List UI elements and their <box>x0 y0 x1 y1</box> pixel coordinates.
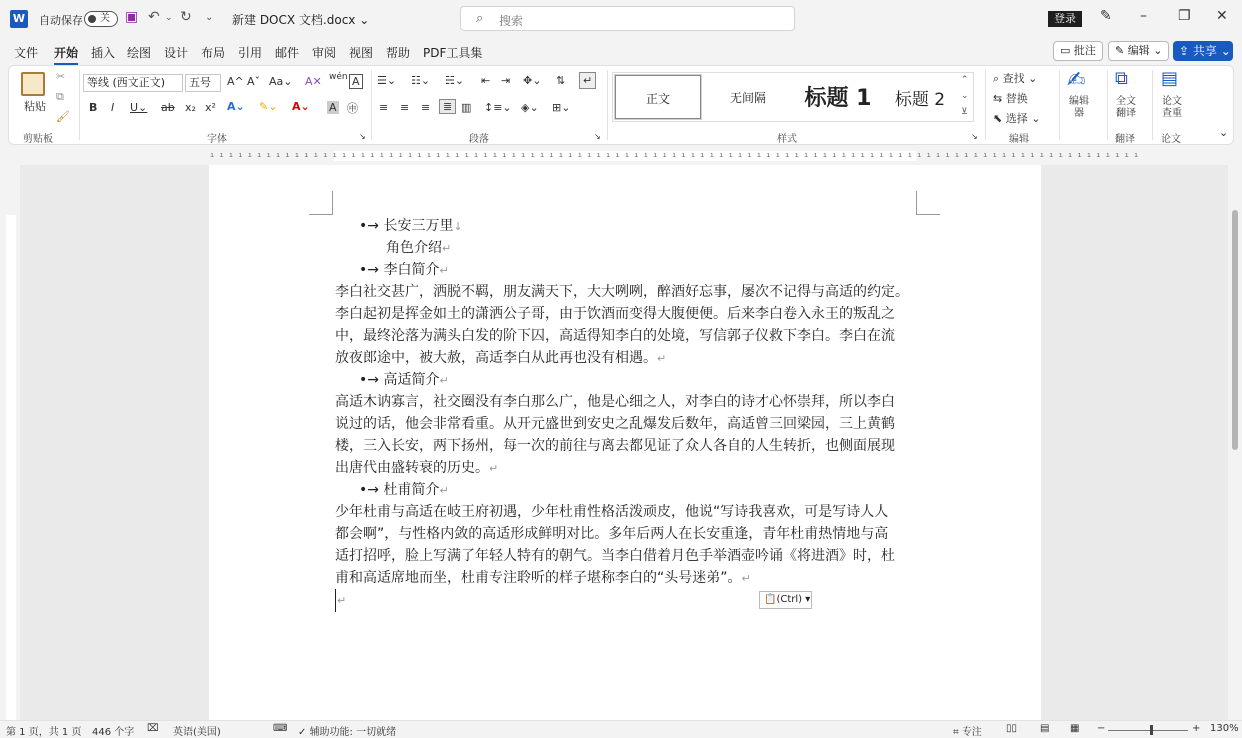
paragraph-line[interactable]: 都会啊”，与性格内敛的高适形成鲜明对比。多年后两人在长安重逢，青年杜甫热情地与高 <box>335 526 889 542</box>
proofing-icon[interactable]: ⌧ <box>147 723 159 734</box>
find-button[interactable]: ⌕ 查找 ⌄ <box>993 72 1038 85</box>
zoom-level[interactable]: 130% <box>1210 723 1239 734</box>
styles-scroll-down-icon[interactable]: ⌄ <box>961 91 969 101</box>
divider <box>1107 70 1108 140</box>
zoom-slider[interactable] <box>1108 730 1188 731</box>
document-canvas[interactable] <box>20 165 1228 720</box>
save-icon[interactable]: ▣ <box>125 9 139 25</box>
styles-gallery <box>612 72 974 122</box>
paste-options-button[interactable]: 📋(Ctrl) ▾ <box>759 591 812 609</box>
macro-icon[interactable]: ⌨ <box>273 723 288 734</box>
paragraph-line[interactable]: 少年杜甫与高适在岐王府初遇，少年杜甫性格活泼顽皮，他说“写诗我喜欢，可是写诗人人 <box>335 504 889 520</box>
menu-layout[interactable]: 布局 <box>201 46 226 60</box>
character-border-icon[interactable]: A <box>349 74 363 89</box>
translate-icon[interactable]: ⧉ <box>1115 68 1128 89</box>
divider <box>79 70 80 140</box>
multilevel-list-icon[interactable]: ☵⌄ <box>445 74 465 87</box>
font-color-icon[interactable]: A⌄ <box>292 100 310 113</box>
strikethrough-icon[interactable]: ab <box>161 101 175 114</box>
paragraph-line[interactable]: 甫和高适席地而坐，杜甫专注聆听的样子堪称李白的“头号迷弟”。↵ <box>335 570 751 586</box>
zoom-in-icon[interactable]: + <box>1192 723 1201 734</box>
align-right-icon[interactable]: ≡ <box>421 101 431 114</box>
plagiarism-check-icon[interactable]: ▤ <box>1161 68 1179 89</box>
subscript-icon[interactable]: x₂ <box>185 101 196 114</box>
align-left-icon[interactable]: ≡ <box>379 101 389 114</box>
comment-button[interactable]: ▭ 批注 <box>1053 41 1103 61</box>
styles-dialog-launcher-icon[interactable]: ↘ <box>971 132 978 141</box>
paragraph-line[interactable]: 出唐代由盛转衰的历史。↵ <box>335 460 499 476</box>
search-placeholder: 搜索 <box>499 14 524 28</box>
editor-icon[interactable]: ✍ <box>1067 68 1086 93</box>
increase-indent-icon[interactable]: ⇥ <box>501 74 511 87</box>
document-page[interactable] <box>209 165 1041 720</box>
language[interactable]: 英语(美国) <box>173 727 221 738</box>
numbering-icon[interactable]: ☷⌄ <box>411 74 431 87</box>
change-case-icon[interactable]: Aa⌄ <box>269 75 293 88</box>
scrollbar-thumb[interactable] <box>1232 210 1238 450</box>
word-count[interactable]: 446 个字 <box>92 727 135 738</box>
paragraph-line[interactable]: 李白起初是挥金如土的潇洒公子哥，由于饮酒而变得大腹便便。后来李白卷入永王的叛乱之 <box>335 306 895 322</box>
menu-home[interactable]: 开始 <box>54 46 79 60</box>
divider <box>985 70 986 140</box>
menu-references[interactable]: 引用 <box>238 46 263 60</box>
plagiarism-check-button[interactable]: 论文查重 <box>1162 96 1182 119</box>
distributed-icon[interactable]: ▥ <box>461 101 472 114</box>
clipboard-group-label: 剪贴板 <box>23 134 53 145</box>
menu-draw[interactable]: 绘图 <box>127 46 152 60</box>
list-item[interactable]: •→ 李白简介↵ <box>359 262 449 278</box>
paragraph-line[interactable]: 中，最终沦落为满头白发的阶下囚，高适得知李白的处境，写信郭子仪救下李白。李白在流 <box>335 328 895 344</box>
highlight-icon[interactable]: ✎⌄ <box>259 100 278 113</box>
redo-icon[interactable]: ↻ <box>180 9 192 25</box>
menu-file[interactable]: 文件 <box>14 46 39 60</box>
search-box[interactable] <box>460 6 795 31</box>
style-heading-1[interactable] <box>793 75 883 119</box>
copy-icon[interactable]: ⧉ <box>56 90 64 103</box>
list-item[interactable]: •→ 长安三万里↓ <box>359 218 463 234</box>
paragraph-line[interactable]: 李白社交甚广，洒脱不羁，朋友满天下，大大咧咧，醉酒好忘事，屡次不记得与高适的约定。 <box>335 284 909 300</box>
replace-label: 替换 <box>1005 92 1028 105</box>
font-size-select[interactable]: 五号 <box>185 74 221 92</box>
italic-icon[interactable]: I <box>111 101 115 114</box>
divider <box>371 70 372 140</box>
zoom-slider-thumb[interactable] <box>1150 725 1153 735</box>
paste-label[interactable]: 粘贴 <box>24 100 46 113</box>
styles-more-icon[interactable]: ⊻ <box>961 107 968 117</box>
paragraph-line[interactable]: 放夜郎途中，被大赦，高适李白从此再也没有相遇。↵ <box>335 350 667 366</box>
word-app-icon: W <box>10 10 28 28</box>
style-heading-2-label: 标题 2 <box>894 90 946 110</box>
phonetic-guide-icon[interactable]: wén <box>329 72 348 82</box>
pen-icon[interactable]: ✎ <box>1100 8 1112 24</box>
editor-button[interactable]: 编辑器 <box>1069 96 1089 119</box>
font-group-label: 字体 <box>207 134 227 145</box>
style-heading-2[interactable] <box>885 75 955 119</box>
font-dialog-launcher-icon[interactable]: ↘ <box>359 132 366 141</box>
list-item[interactable]: •→ 高适简介↵ <box>359 372 449 388</box>
autosave-state: 关 <box>100 13 110 24</box>
ruler-ticks: ı ı ı ı ı ı ı ı ı ı ı ı ı ı ı ı ı ı ı ı ı ı ı ı ı ı ı ı ı ı ı ı ı ı ı ı ı ı ı ı ı ı ı ı ı ı ı ı ı ı ı ı ı ı ı ı ı ı ı ı ı ı ı ı ı ı ı ı ı ı ı ı ı ı ı ı ı ı ı ı ı ı ı ı ı ı ı ı ı ı ı ı ı ı ı ı ı ı ı <box>210 151 1139 159</box>
read-mode-icon[interactable]: ▯▯ <box>1006 723 1018 734</box>
share-button[interactable]: ⇪ 共享 ⌄ <box>1173 41 1233 61</box>
list-item[interactable]: •→ 杜甫简介↵ <box>359 482 449 498</box>
toggle-knob <box>88 15 96 23</box>
divider <box>1059 70 1060 140</box>
translate-button[interactable]: 全文翻译 <box>1116 96 1136 119</box>
style-normal[interactable] <box>615 75 701 119</box>
status-bar <box>0 720 1242 738</box>
minimize-icon[interactable]: – <box>1140 8 1147 24</box>
page-count[interactable]: 第 1 页，共 1 页 <box>6 727 82 738</box>
styles-group-label: 样式 <box>777 134 797 145</box>
divider <box>1152 70 1153 140</box>
document-title[interactable]: 新建 DOCX 文档.docx ⌄ <box>232 13 370 27</box>
zoom-out-icon[interactable]: − <box>1097 723 1106 734</box>
justify-icon[interactable]: ≣ <box>439 99 456 114</box>
horizontal-ruler[interactable] <box>0 148 1230 164</box>
borders-icon[interactable]: ⊞⌄ <box>552 101 571 114</box>
menu-review[interactable]: 审阅 <box>312 46 337 60</box>
restore-icon[interactable]: ❐ <box>1178 8 1191 24</box>
divider <box>607 70 608 140</box>
style-no-spacing[interactable] <box>705 75 791 119</box>
style-heading-1-label: 标题 1 <box>804 86 872 111</box>
menu-view[interactable]: 视图 <box>349 46 374 60</box>
chinese-layout-icon[interactable]: ✥⌄ <box>523 74 542 87</box>
cut-icon[interactable]: ✂ <box>56 70 66 83</box>
clear-format-icon[interactable]: A✕ <box>305 75 322 88</box>
print-layout-icon[interactable]: ▤ <box>1040 723 1050 734</box>
search-icon: ⌕ <box>476 11 484 26</box>
undo-dropdown-icon[interactable]: ⌄ <box>165 13 173 23</box>
login-button[interactable]: 登录 <box>1048 11 1082 27</box>
margin-corner-tl <box>309 191 333 215</box>
styles-scroll-up-icon[interactable]: ⌃ <box>961 75 969 85</box>
grow-font-icon[interactable]: A^ <box>227 75 244 88</box>
close-icon[interactable]: ✕ <box>1216 8 1228 24</box>
vertical-scrollbar[interactable] <box>1228 165 1242 720</box>
paragraph-group-label: 段落 <box>469 134 489 145</box>
accessibility-status[interactable]: ✓ 辅助功能: 一切就绪 <box>298 727 397 738</box>
shrink-font-icon[interactable]: Aˇ <box>247 75 261 88</box>
format-painter-icon[interactable]: 🖌 <box>56 110 70 123</box>
text-cursor-line[interactable]: ↵ <box>335 589 346 612</box>
show-marks-icon[interactable]: ↵ <box>579 72 596 89</box>
paragraph-dialog-launcher-icon[interactable]: ↘ <box>594 132 601 141</box>
find-label: 查找 <box>1002 72 1025 85</box>
line-spacing-icon[interactable]: ↕≡⌄ <box>484 101 512 114</box>
ribbon <box>8 65 1234 145</box>
paragraph-line[interactable]: 适打招呼，脸上写满了年轻人特有的朝气。当李白借着月色手举酒壶吟诵《将进酒》时，杜 <box>335 548 895 564</box>
menu-design[interactable]: 设计 <box>164 46 189 60</box>
paragraph-line[interactable]: 楼，三入长安，两下扬州，每一次的前往与离去都见证了众人各自的人生转折，也侧面展现 <box>335 438 895 454</box>
autosave-label: 自动保存 <box>39 14 83 27</box>
menu-mailings[interactable]: 邮件 <box>275 46 300 60</box>
bullets-icon[interactable]: ☰⌄ <box>377 74 397 87</box>
decrease-indent-icon[interactable]: ⇤ <box>481 74 491 87</box>
enclose-character-icon[interactable]: ㊥ <box>347 102 358 115</box>
web-layout-icon[interactable]: ▦ <box>1070 723 1080 734</box>
text-effects-icon[interactable]: A⌄ <box>227 100 245 113</box>
replace-button[interactable]: ⇆ 替换 <box>993 92 1028 105</box>
menu-help[interactable]: 帮助 <box>386 46 411 60</box>
paper-group-label: 论文 <box>1161 134 1181 145</box>
edit-mode-button[interactable]: ✎ 编辑 ⌄ <box>1108 41 1169 61</box>
paste-icon[interactable] <box>21 72 45 96</box>
character-shading-icon[interactable]: A <box>329 101 337 114</box>
style-normal-label: 正文 <box>645 92 670 106</box>
focus-mode-button[interactable]: ⌗ 专注 <box>953 727 982 738</box>
customize-toolbar-icon[interactable]: ⌄ <box>205 12 214 23</box>
autosave-toggle[interactable] <box>84 11 118 27</box>
collapse-ribbon-icon[interactable]: ⌄ <box>1219 126 1229 139</box>
title-bar <box>0 0 1242 38</box>
select-label: 选择 <box>1005 112 1028 125</box>
menu-pdf-tools[interactable]: PDF工具集 <box>423 46 483 60</box>
vertical-ruler[interactable] <box>3 165 17 720</box>
paragraph-line[interactable]: 高适木讷寡言，社交圈没有李白那么广，他是心细之人，对李白的诗才心怀崇拜，所以李白 <box>335 394 895 410</box>
bold-icon[interactable]: B <box>89 101 98 114</box>
font-family-select[interactable]: 等线 (西文正文) <box>83 74 183 92</box>
select-button[interactable]: ⬉ 选择 ⌄ <box>993 112 1041 125</box>
shading-icon[interactable]: ◈⌄ <box>521 101 539 114</box>
align-center-icon[interactable]: ≡ <box>400 101 410 114</box>
editing-group-label: 编辑 <box>1009 134 1029 145</box>
superscript-icon[interactable]: x² <box>205 101 216 114</box>
underline-icon[interactable]: U⌄ <box>130 101 148 114</box>
menu-insert[interactable]: 插入 <box>91 46 116 60</box>
translate-group-label: 翻译 <box>1115 134 1135 145</box>
paragraph[interactable]: 角色介绍↵ <box>386 240 452 256</box>
paragraph-line[interactable]: 说过的话，他会非常看重。从开元盛世到安史之乱爆发后数年，高适曾三回梁园，三上黄鹤 <box>335 416 895 432</box>
sort-icon[interactable]: ⇅ <box>556 74 566 87</box>
style-no-spacing-label: 无间隔 <box>729 91 766 105</box>
undo-icon[interactable]: ↶ <box>148 9 160 25</box>
margin-corner-tr <box>916 191 940 215</box>
vruler-text-area <box>6 215 16 720</box>
